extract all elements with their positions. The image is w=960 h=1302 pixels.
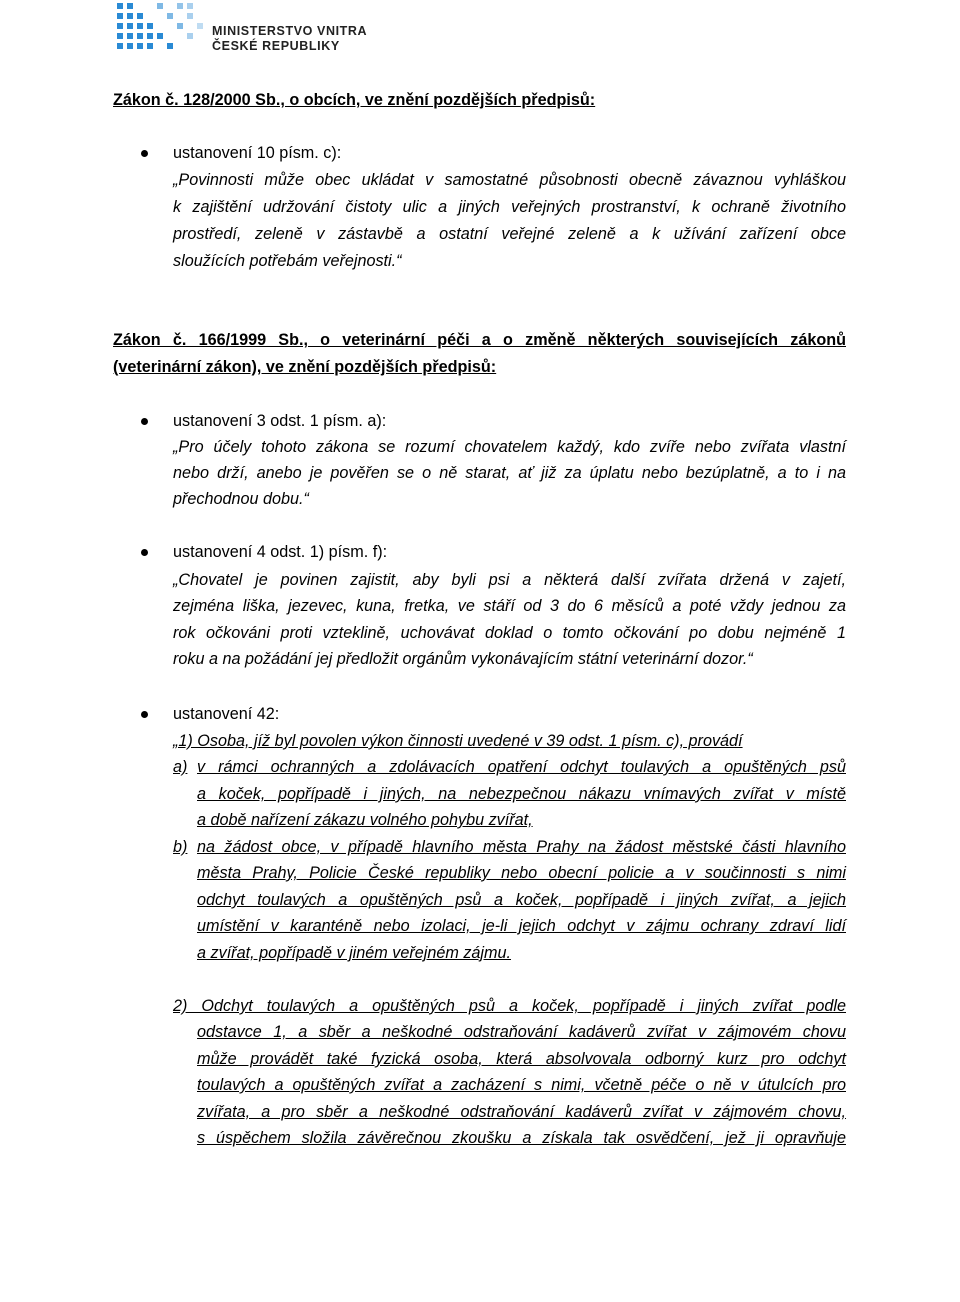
law2-para2-line: s úspěchem složila závěrečnou zkoušku a získala tak osvědčení, jež ji opravňuje bbox=[197, 1129, 846, 1147]
law2-bullet2-line: „Chovatel je povinen zajistit, aby byli psi a některá další zvířata držená v zajetí, bbox=[173, 571, 846, 589]
law2-bullet1-line: přechodnou dobu.“ bbox=[173, 490, 309, 508]
item-a-marker: a) bbox=[173, 758, 188, 776]
logo-line2: ČESKÉ REPUBLIKY bbox=[212, 39, 340, 53]
law2-para2-line: zvířata, a pro sběr a neškodné odstraňování kadáverů zvířat v zájmovém chovu, bbox=[197, 1103, 846, 1121]
law1-quote-line: „Povinnosti může obec ukládat v samostatné působnosti obecně závaznou vyhláškou bbox=[173, 171, 846, 189]
law1-quote-line: prostředí, zeleně v zástavbě a ostatní veřejné zeleně a k užívání zařízení obce bbox=[173, 225, 846, 243]
ministry-logo bbox=[113, 0, 373, 56]
law2-bullet2-line: rok očkováni proti vzteklině, uchovávat doklad o tomto očkování po dobu nejméně 1 bbox=[173, 624, 846, 642]
bullet-dot bbox=[141, 150, 148, 157]
law1-bullet1-label: ustanovení 10 písm. c): bbox=[173, 144, 342, 162]
law2-heading: (veterinární zákon), ve znění pozdějších předpisů: bbox=[113, 358, 497, 376]
law1-heading: Zákon č. 128/2000 Sb., o obcích, ve znění pozdějších předpisů: bbox=[113, 91, 596, 109]
item-b-line: a zvířat, popřípadě v jiném veřejném zájmu. bbox=[197, 944, 511, 962]
bullet-dot bbox=[141, 418, 148, 425]
law2-heading: Zákon č. 166/1999 Sb., o veterinární péči a o změně některých souvisejících zákonů bbox=[113, 331, 846, 349]
item-a-line: v rámci ochranných a zdolávacích opatření odchyt toulavých a opuštěných psů bbox=[197, 758, 846, 776]
law2-para1-line: „1) Osoba, jíž byl povolen výkon činnosti uvedené v 39 odst. 1 písm. c), provádí bbox=[173, 732, 743, 750]
bullet-dot bbox=[141, 711, 148, 718]
item-b-line: města Prahy, Policie České republiky nebo obecní policie a v součinnosti s nimi bbox=[197, 864, 846, 882]
logo-text bbox=[212, 24, 367, 54]
law2-bullet2-label: ustanovení 4 odst. 1) písm. f): bbox=[173, 543, 388, 561]
logo-line1: MINISTERSTVO VNITRA bbox=[212, 24, 368, 38]
bullet-dot bbox=[141, 549, 148, 556]
logo-dots-icon bbox=[113, 0, 209, 56]
item-b-marker: b) bbox=[173, 838, 188, 856]
law2-bullet3-label: ustanovení 42: bbox=[173, 705, 280, 723]
item-a-line: a koček, popřípadě i jiných, na nebezpečnou nákazu vnímavých zvířat v místě bbox=[197, 785, 846, 803]
law2-bullet2-line: roku a na požádání jej předložit orgánům vykonávajícím státní veterinární dozor.“ bbox=[173, 650, 753, 668]
law1-quote-line: sloužících potřebám veřejnosti.“ bbox=[173, 252, 402, 270]
law1-quote-line: k zajištění udržování čistoty ulic a jiných veřejných prostranství, k ochraně životního bbox=[173, 198, 846, 216]
law2-para2-line: může provádět také fyzická osoba, která absolvovala odborný kurz pro odchyt bbox=[197, 1050, 846, 1068]
law2-para2-line: toulavých a opuštěných zvířat a zacházení s nimi, včetně péče o ně v útulcích pro bbox=[197, 1076, 846, 1094]
law2-bullet1-line: nebo drží, anebo je pověřen se o ně starat, ať již za úplatu nebo bezúplatně, a to i na bbox=[173, 464, 846, 482]
item-b-line: na žádost obce, v případě hlavního města Prahy na žádost městské části hlavního bbox=[197, 838, 846, 856]
law2-para2-line: 2) Odchyt toulavých a opuštěných psů a koček, popřípadě i jiných zvířat podle bbox=[173, 997, 846, 1015]
item-b-line: odchyt toulavých a opuštěných psů a koček, popřípadě i jiných zvířat, a jejich bbox=[197, 891, 846, 909]
law2-para2-line: odstavce 1, a sběr a neškodné odstraňování kadáverů zvířat v zájmovém chovu bbox=[197, 1023, 846, 1041]
item-a-line: a době nařízení zákazu volného pohybu zvířat, bbox=[197, 811, 533, 829]
law2-bullet1-line: „Pro účely tohoto zákona se rozumí chovatelem každý, kdo zvíře nebo zvířata vlastní bbox=[173, 438, 846, 456]
law2-bullet2-line: zejména liška, jezevec, kuna, fretka, ve stáří od 3 do 6 měsíců a poté vždy jednou za bbox=[173, 597, 846, 615]
law2-bullet1-label: ustanovení 3 odst. 1 písm. a): bbox=[173, 412, 387, 430]
item-b-line: umístění v karanténě nebo izolaci, je-li jejich odchyt v zájmu ochrany zdraví lidí bbox=[197, 917, 846, 935]
